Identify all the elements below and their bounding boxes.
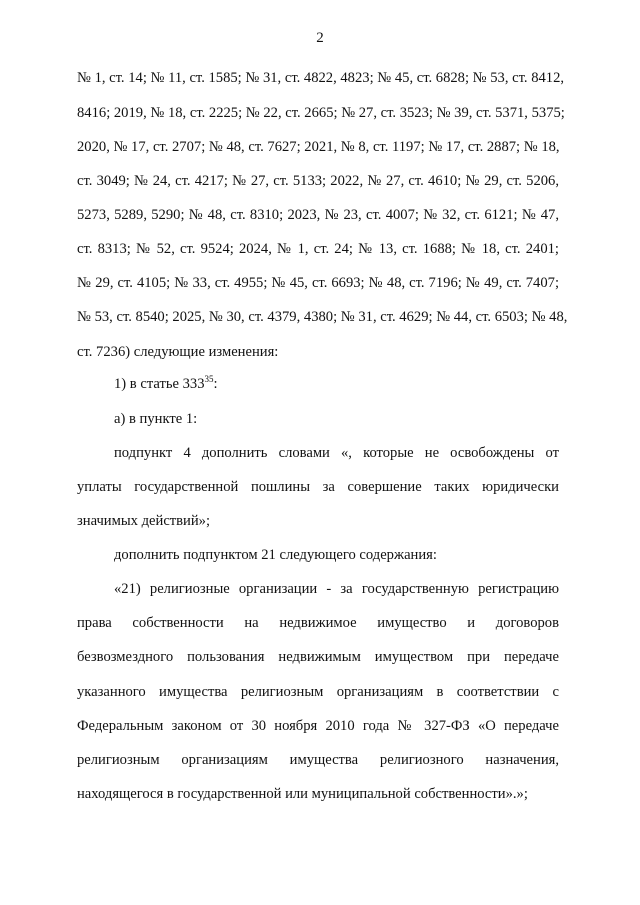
subitem-4-line-last: значимых действий»; <box>77 513 211 529</box>
add-subitem-21: дополнить подпунктом 21 следующего содержания: <box>114 547 437 563</box>
citation-line: № 53, ст. 8540; 2025, № 30, ст. 4379, 4380; № 31, ст. 4629; № 44, ст. 6503; № 48, <box>77 309 568 325</box>
item-1-suffix: : <box>213 376 218 392</box>
quote-line: религиозным организациям имущества религиозного назначения, <box>77 752 559 768</box>
citation-line: № 1, ст. 14; № 11, ст. 1585; № 31, ст. 4822, 4823; № 45, ст. 6828; № 53, ст. 8412, <box>77 70 565 86</box>
quote-line: указанного имущества религиозным организациям в соответствии с <box>77 684 559 700</box>
citation-line: № 29, ст. 4105; № 33, ст. 4955; № 45, ст. 6693; № 48, ст. 7196; № 49, ст. 7407; <box>77 275 559 291</box>
citation-line: 8416; 2019, № 18, ст. 2225; № 22, ст. 2665; № 27, ст. 3523; № 39, ст. 5371, 5375; <box>77 105 565 121</box>
quote-line: Федеральным законом от 30 ноября 2010 года № 327-ФЗ «О передаче <box>77 718 559 734</box>
quote-line: права собственности на недвижимое имущество и договоров <box>77 615 559 631</box>
citation-line: 5273, 5289, 5290; № 48, ст. 8310; 2023, № 23, ст. 4007; № 32, ст. 6121; № 47, <box>77 207 559 223</box>
quote-line: «21) религиозные организации - за государственную регистрацию <box>114 581 559 597</box>
citation-line: 2020, № 17, ст. 2707; № 48, ст. 7627; 2021, № 8, ст. 1197; № 17, ст. 2887; № 18, <box>77 139 560 155</box>
citation-line-last: ст. 7236) следующие изменения: <box>77 344 279 360</box>
quote-line: безвозмездного пользования недвижимым имуществом при передаче <box>77 649 559 665</box>
citation-line: ст. 3049; № 24, ст. 4217; № 27, ст. 5133; 2022, № 27, ст. 4610; № 29, ст. 5206, <box>77 173 559 189</box>
quote-line-last: находящегося в государственной или муниципальной собственности».»; <box>77 786 528 802</box>
article-superscript: 35 <box>204 374 214 384</box>
subitem-4-line: уплаты государственной пошлины за совершение таких юридически <box>77 479 559 495</box>
subitem-4-line: подпункт 4 дополнить словами «, которые не освобождены от <box>114 445 559 461</box>
page-number: 2 <box>316 30 324 46</box>
item-1-heading <box>114 375 559 393</box>
item-1-prefix: 1) в статье 333 <box>114 376 205 392</box>
citation-line: ст. 8313; № 52, ст. 9524; 2024, № 1, ст. 24; № 13, ст. 1688; № 18, ст. 2401; <box>77 241 559 257</box>
item-a-heading: а) в пункте 1: <box>114 411 198 427</box>
